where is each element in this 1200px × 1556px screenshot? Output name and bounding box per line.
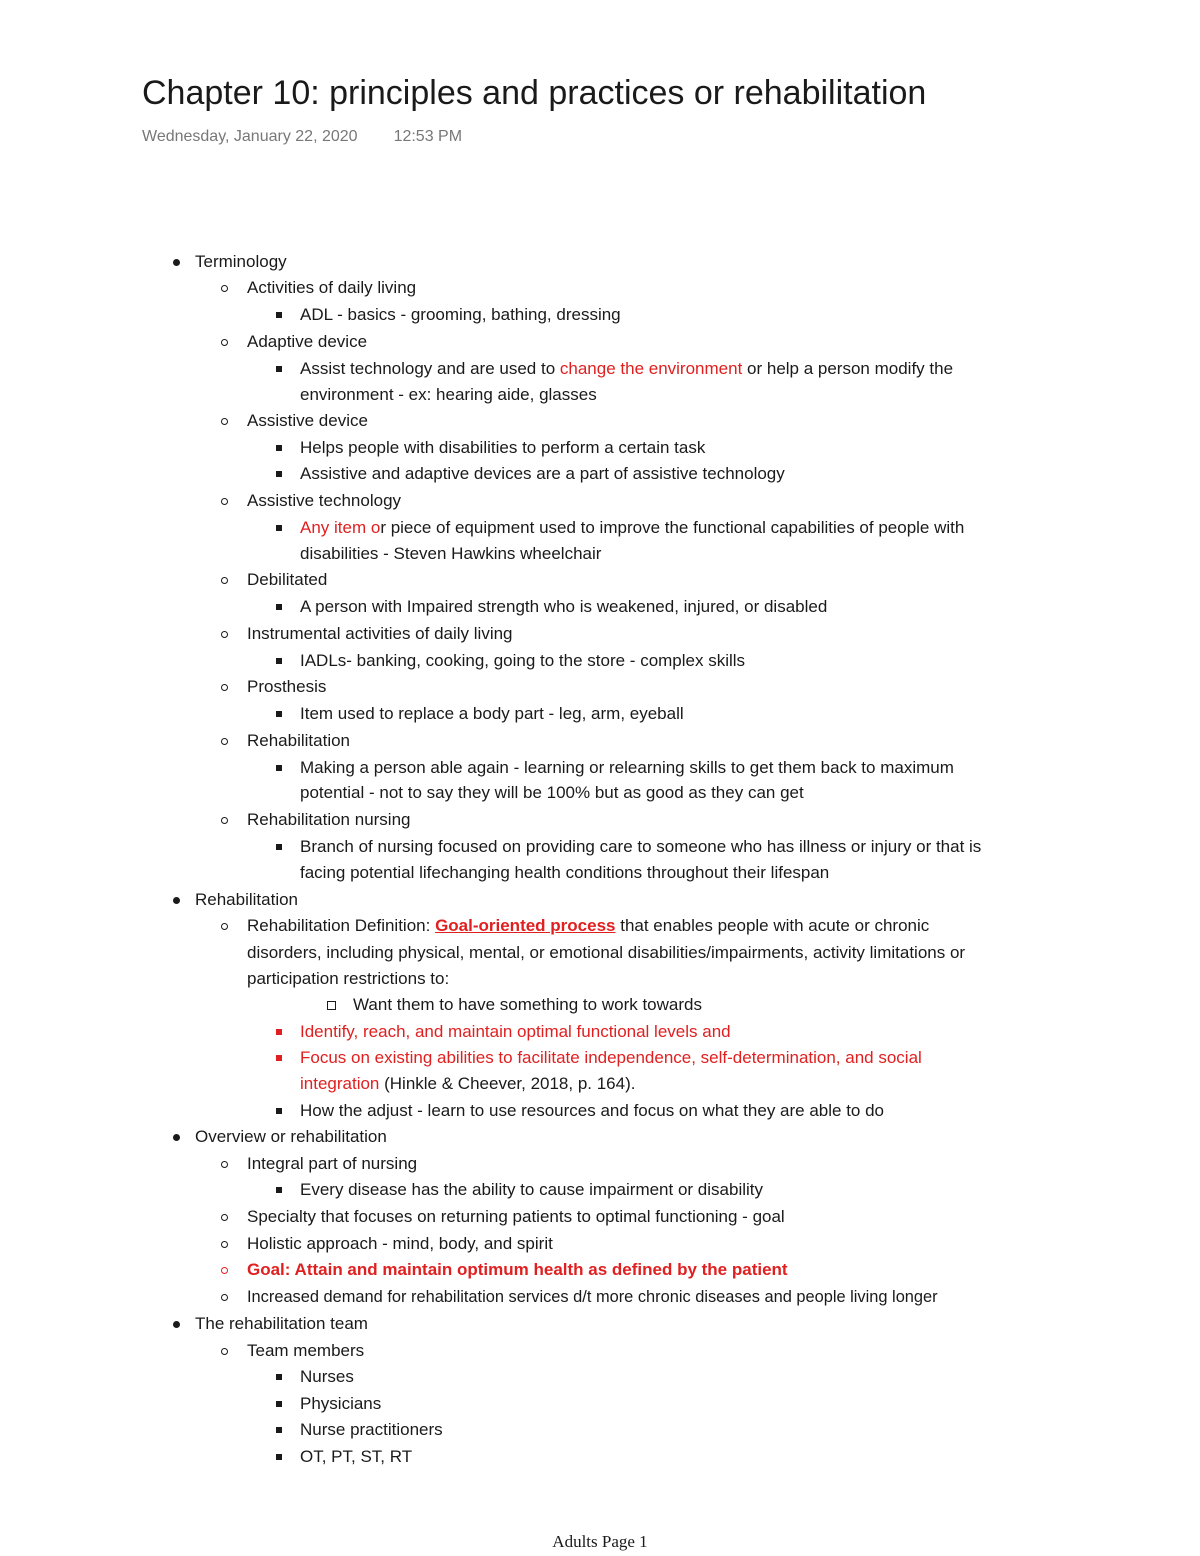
outline-item: Nurse practitioners: [300, 1417, 443, 1443]
outline-item: Specialty that focuses on returning patients to optimal functioning - goal: [247, 1204, 785, 1230]
bullet-circle-icon: [221, 498, 228, 505]
outline-item: Terminology: [195, 249, 287, 275]
outline-item: Rehabilitation: [195, 887, 298, 913]
bullet-circle-icon: [221, 684, 228, 691]
bullet-circle-icon: [221, 631, 228, 638]
outline-item: Focus on existing abilities to facilitate independence, self-determination, and social: [300, 1045, 922, 1071]
outline-item: Instrumental activities of daily living: [247, 621, 513, 647]
outline-item: Assist technology and are used to change the environment or help a person modify the: [300, 356, 953, 382]
bullet-square-icon: [276, 1454, 282, 1460]
bullet-disc-icon: [173, 259, 180, 266]
outline-item: Assistive device: [247, 408, 368, 434]
page-title: Chapter 10: principles and practices or rehabilitation: [142, 74, 927, 112]
bullet-circle-icon: [221, 817, 228, 824]
outline-item: Assistive technology: [247, 488, 401, 514]
bullet-square-icon: [276, 1427, 282, 1433]
outline-item: Integral part of nursing: [247, 1151, 417, 1177]
outline-item: Prosthesis: [247, 674, 326, 700]
outline-item: Physicians: [300, 1391, 381, 1417]
outline-item-continuation: disorders, including physical, mental, or emotional disabilities/impairments, activity limitations or: [247, 943, 966, 962]
outline-item: Team members: [247, 1338, 364, 1364]
bullet-square-icon: [276, 1029, 282, 1035]
bullet-square-icon: [276, 1108, 282, 1114]
bullet-circle-icon: [221, 1241, 228, 1248]
outline-item: Rehabilitation: [247, 728, 350, 754]
outline-item: Item used to replace a body part - leg, arm, eyeball: [300, 701, 684, 727]
outline-item: Identify, reach, and maintain optimal functional levels and: [300, 1019, 731, 1045]
bullet-circle-icon: [221, 285, 228, 292]
bullet-square-icon: [276, 525, 282, 531]
bullet-square-icon: [276, 445, 282, 451]
outline-item: OT, PT, ST, RT: [300, 1444, 412, 1470]
note-date: Wednesday, January 22, 2020: [142, 128, 358, 145]
outline-item: Any item or piece of equipment used to improve the functional capabilities of people with: [300, 515, 964, 541]
outline-item: Want them to have something to work towards: [353, 992, 702, 1018]
bullet-square-icon: [276, 471, 282, 477]
bullet-square-icon: [276, 1055, 282, 1061]
bullet-square-icon: [276, 658, 282, 664]
outline-item-continuation: participation restrictions to:: [247, 969, 450, 988]
outline-item: Debilitated: [247, 567, 327, 593]
outline-item: Assistive and adaptive devices are a part of assistive technology: [300, 461, 785, 487]
bullet-box-icon: [327, 1001, 336, 1010]
outline-item: Making a person able again - learning or relearning skills to get them back to maximum: [300, 755, 954, 781]
note-time: 12:53 PM: [393, 128, 463, 145]
outline-item: A person with Impaired strength who is weakened, injured, or disabled: [300, 594, 827, 620]
outline-item: The rehabilitation team: [195, 1311, 368, 1337]
outline-item-continuation: facing potential lifechanging health conditions throughout their lifespan: [300, 863, 830, 882]
bullet-square-icon: [276, 366, 282, 372]
bullet-circle-icon: [221, 738, 228, 745]
bullet-disc-icon: [173, 1321, 180, 1328]
note-timestamp: [142, 128, 462, 146]
bullet-disc-icon: [173, 1134, 180, 1141]
bullet-circle-icon: [221, 339, 228, 346]
outline-item: Overview or rehabilitation: [195, 1124, 387, 1150]
outline-item: Rehabilitation nursing: [247, 807, 411, 833]
outline-item: Adaptive device: [247, 329, 367, 355]
bullet-disc-icon: [173, 897, 180, 904]
bullet-circle-icon: [221, 1348, 228, 1355]
outline-item-continuation: integration (Hinkle & Cheever, 2018, p. 164).: [300, 1074, 636, 1093]
outline-item: Helps people with disabilities to perform a certain task: [300, 435, 705, 461]
outline-item: Nurses: [300, 1364, 354, 1390]
outline-item: Increased demand for rehabilitation services d/t more chronic diseases and people living longer: [247, 1284, 938, 1310]
bullet-square-icon: [276, 1401, 282, 1407]
bullet-circle-icon: [221, 1267, 228, 1274]
bullet-square-icon: [276, 1374, 282, 1380]
outline-item-continuation: disabilities - Steven Hawkins wheelchair: [300, 544, 602, 563]
outline-item: Holistic approach - mind, body, and spirit: [247, 1231, 553, 1257]
outline-item-continuation: environment - ex: hearing aide, glasses: [300, 385, 597, 404]
bullet-square-icon: [276, 711, 282, 717]
bullet-circle-icon: [221, 1214, 228, 1221]
outline-item: Branch of nursing focused on providing care to someone who has illness or injury or that is: [300, 834, 981, 860]
bullet-circle-icon: [221, 1161, 228, 1168]
bullet-square-icon: [276, 312, 282, 318]
bullet-circle-icon: [221, 1294, 228, 1301]
bullet-circle-icon: [221, 577, 228, 584]
bullet-square-icon: [276, 765, 282, 771]
bullet-square-icon: [276, 604, 282, 610]
outline-item-continuation: potential - not to say they will be 100% but as good as they can get: [300, 783, 804, 802]
bullet-circle-icon: [221, 923, 228, 930]
outline-item: Every disease has the ability to cause impairment or disability: [300, 1177, 763, 1203]
outline-item: Rehabilitation Definition: Goal-oriented process that enables people with acute or chronic: [247, 913, 929, 939]
outline-item: IADLs- banking, cooking, going to the store - complex skills: [300, 648, 745, 674]
outline-item: Activities of daily living: [247, 275, 416, 301]
bullet-square-icon: [276, 844, 282, 850]
bullet-square-icon: [276, 1187, 282, 1193]
outline-item: How the adjust - learn to use resources and focus on what they are able to do: [300, 1098, 884, 1124]
bullet-circle-icon: [221, 418, 228, 425]
outline-item: Goal: Attain and maintain optimum health as defined by the patient: [247, 1257, 788, 1283]
outline-item: ADL - basics - grooming, bathing, dressing: [300, 302, 621, 328]
page-footer: Adults Page 1: [552, 1532, 648, 1551]
